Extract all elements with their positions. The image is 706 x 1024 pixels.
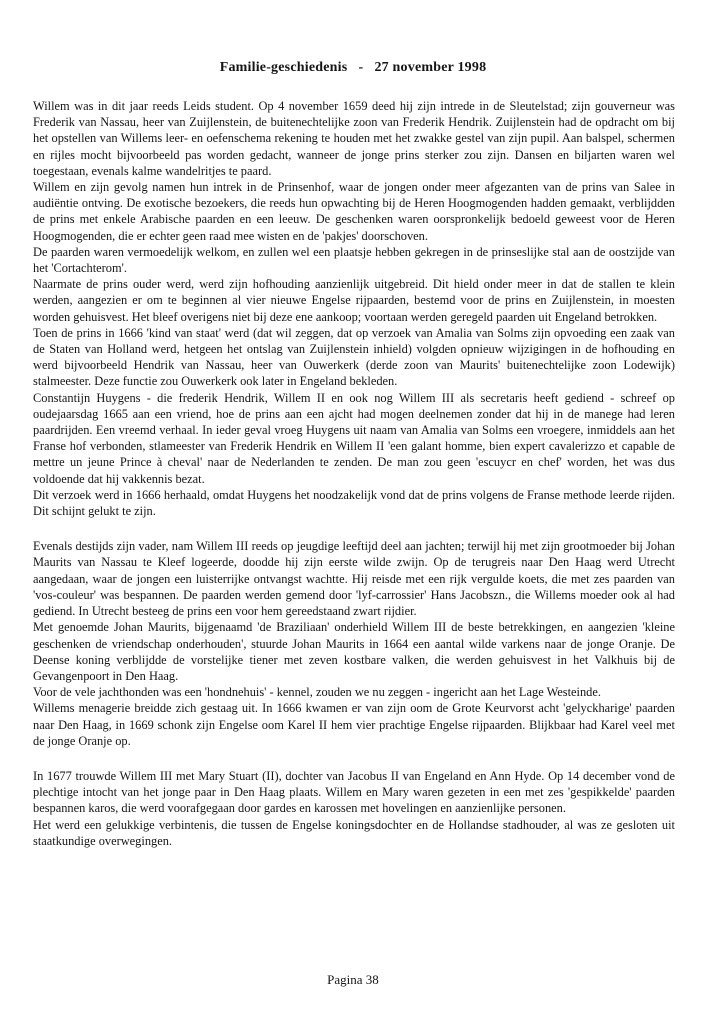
- paragraph: Naarmate de prins ouder werd, werd zijn hofhouding aanzienlijk uitgebreid. Dit hield onder meer in dat de stallen te klein werden, aangezien er om te beginnen al vier nieuwe Engelse rijpaarden, bestemd voor de prins en Zuijlenstein, in moesten worden gehuisvest. Het bleef overigens niet bij deze ene aankoop; voortaan werden geregeld paarden uit Engeland betrokken.: [33, 277, 675, 324]
- paragraph: Toen de prins in 1666 'kind van staat' werd (dat wil zeggen, dat op verzoek van Amalia van Solms zijn opvoeding een zaak van de Staten van Holland werd, hetgeen het ontslag van Zuijlenstein inhield) volgden opnieuw wijzigingen in de hofhouding en werd bijvoorbeeld Hendrik van Nassau, heer van Ouwerkerk (derde zoon van Maurits' buitenechtelijke zoon Lodewijk) stalmeester. Deze functie zou Ouwerkerk ook later in Engeland bekleden.: [33, 325, 675, 389]
- paragraph: Willems menagerie breidde zich gestaag uit. In 1666 kwamen er van zijn oom de Grote Keurvorst acht 'gelyckharige' paarden naar Den Haag, in 1669 schonk zijn Engelse oom Karel II hem vier prachtige Engelse rijpaarden. Blijkbaar had Karel veel met de jonge Oranje op.: [33, 701, 675, 748]
- paragraph: Willem was in dit jaar reeds Leids student. Op 4 november 1659 deed hij zijn intrede in de Sleutelstad; zijn gouverneur was Frederik van Nassau, heer van Zuijlenstein, de buitenechtelijke zoon van Frederik Hendrik. Zuijlenstein had de opdracht om bij het opstellen van Willems leer- en oefenschema rekening te houden met het zwakke gestel van zijn pupil. Aan balspel, schermen en rijles mocht bijvoorbeeld pas worden gedacht, wanneer de jonge prins sterker zou zijn. Dansen en biljarten waren wel toegestaan, evenals kalme wandelritjes te paard.: [33, 99, 675, 178]
- paragraph: Constantijn Huygens - die frederik Hendrik, Willem II en ook nog Willem III als secretaris heeft gediend - schreef op oudejaarsdag 1665 aan een vriend, hoe de prins aan een ajcht had mogen deelnemen zonder dat hij in de manege had leren paardrijden. Een vreemd verhaal. In ieder geval vroeg Huygens uit naam van Amalia van Solms een vroegere, inmiddels aan het Franse hof verbonden, stlameester van Frederik Hendrik en Willem II 'een galant homme, bien expert cavalerizzo et capable de mettre un jeune Prince à cheval' naar de Nederlanden te zenden. De man zou geen 'escuycr en chef' worden, het was dus voldoende dat hij vakkennis bezat.: [33, 390, 675, 486]
- header-separator: -: [358, 60, 364, 75]
- paragraph: Het werd een gelukkige verbintenis, die tussen de Engelse koningsdochter en de Hollandse stadhouder, al was ze gesloten uit staatkundige overwegingen.: [33, 817, 675, 848]
- header-title: Familie-geschiedenis: [219, 60, 348, 75]
- header-date: 27 november 1998: [374, 60, 487, 75]
- paragraph: De paarden waren vermoedelijk welkom, en zullen wel een plaatsje hebben gekregen in de prinseslijke stal aan de oostzijde van het 'Cortachterom'.: [33, 244, 675, 276]
- paragraph: Dit verzoek werd in 1666 herhaald, omdat Huygens het noodzakelijk vond dat de prins volgens de Franse methode leerde rijden. Dit schijnt gelukt te zijn.: [33, 487, 675, 519]
- paragraph: Met genoemde Johan Maurits, bijgenaamd 'de Braziliaan' onderhield Willem III de beste betrekkingen, en aangezien 'kleine geschenken de vriendschap onderhouden', stuurde Johan Maurits in 1664 een aantal wilde varkens naar de jonge Oranje. De Deense koning verblijdde de vorstelijke tiener met zeven kostbare valken, die werden gehuisvest in het Valkhuis bij de Gevangenpoort in Den Haag.: [33, 620, 675, 683]
- page-header: [0, 60, 706, 76]
- paragraph: Voor de vele jachthonden was een 'hondnehuis' - kennel, zouden we nu zeggen - ingericht aan het Lage Westeinde.: [33, 685, 601, 700]
- body-text: [33, 98, 675, 849]
- paragraph-gap: [33, 519, 675, 538]
- paragraph: Evenals destijds zijn vader, nam Willem III reeds op jeugdige leeftijd deel aan jachten; terwijl hij met zijn grootmoeder bij Johan Maurits van Nassau te Kleef logeerde, doodde hij zijn eerste wilde zwijn. Op de terugreis naar Den Haag werd Utrecht aangedaan, waar de jongen een luisterrijke ontvangst wachtte. Hij reisde met een rijk vergulde koets, die met zes paarden van 'vos-couleur' was bespannen. De paarden werden gemend door 'lyf-carrossier' Hans Jacobszn., die Willems moeder ook al had gediend. In Utrecht besteeg de prins een voor hem gereedstaand zwart rijdier.: [33, 539, 675, 619]
- paragraph-gap: [33, 749, 675, 768]
- page-number: Pagina 38: [327, 972, 379, 987]
- paragraph: In 1677 trouwde Willem III met Mary Stuart (II), dochter van Jacobus II van Engeland en Ann Hyde. Op 14 december vond de plechtige intocht van het jonge paar in Den Haag plaats. Willem en Mary waren gezeten in een met zes 'gespikkelde' paarden bespannen karos, die werd voorafgegaan door gardes en karossen met hovelingen en aanzienlijke personen.: [33, 768, 675, 816]
- paragraph: Willem en zijn gevolg namen hun intrek in de Prinsenhof, waar de jongen onder meer afgezanten van de prins van Salee in audiëntie ontving. De exotische bezoekers, die reeds hun opwachting bij de Heren Hoogmogenden hadden gemaakt, verblijdden de prins met enkele Arabische paarden en een leeuw. De geschenken waren oorspronkelijk bedoeld geweest voor de Heren Hoogmogenden, die er echter geen raad mee wisten en de 'pakjes' doorschoven.: [33, 180, 675, 243]
